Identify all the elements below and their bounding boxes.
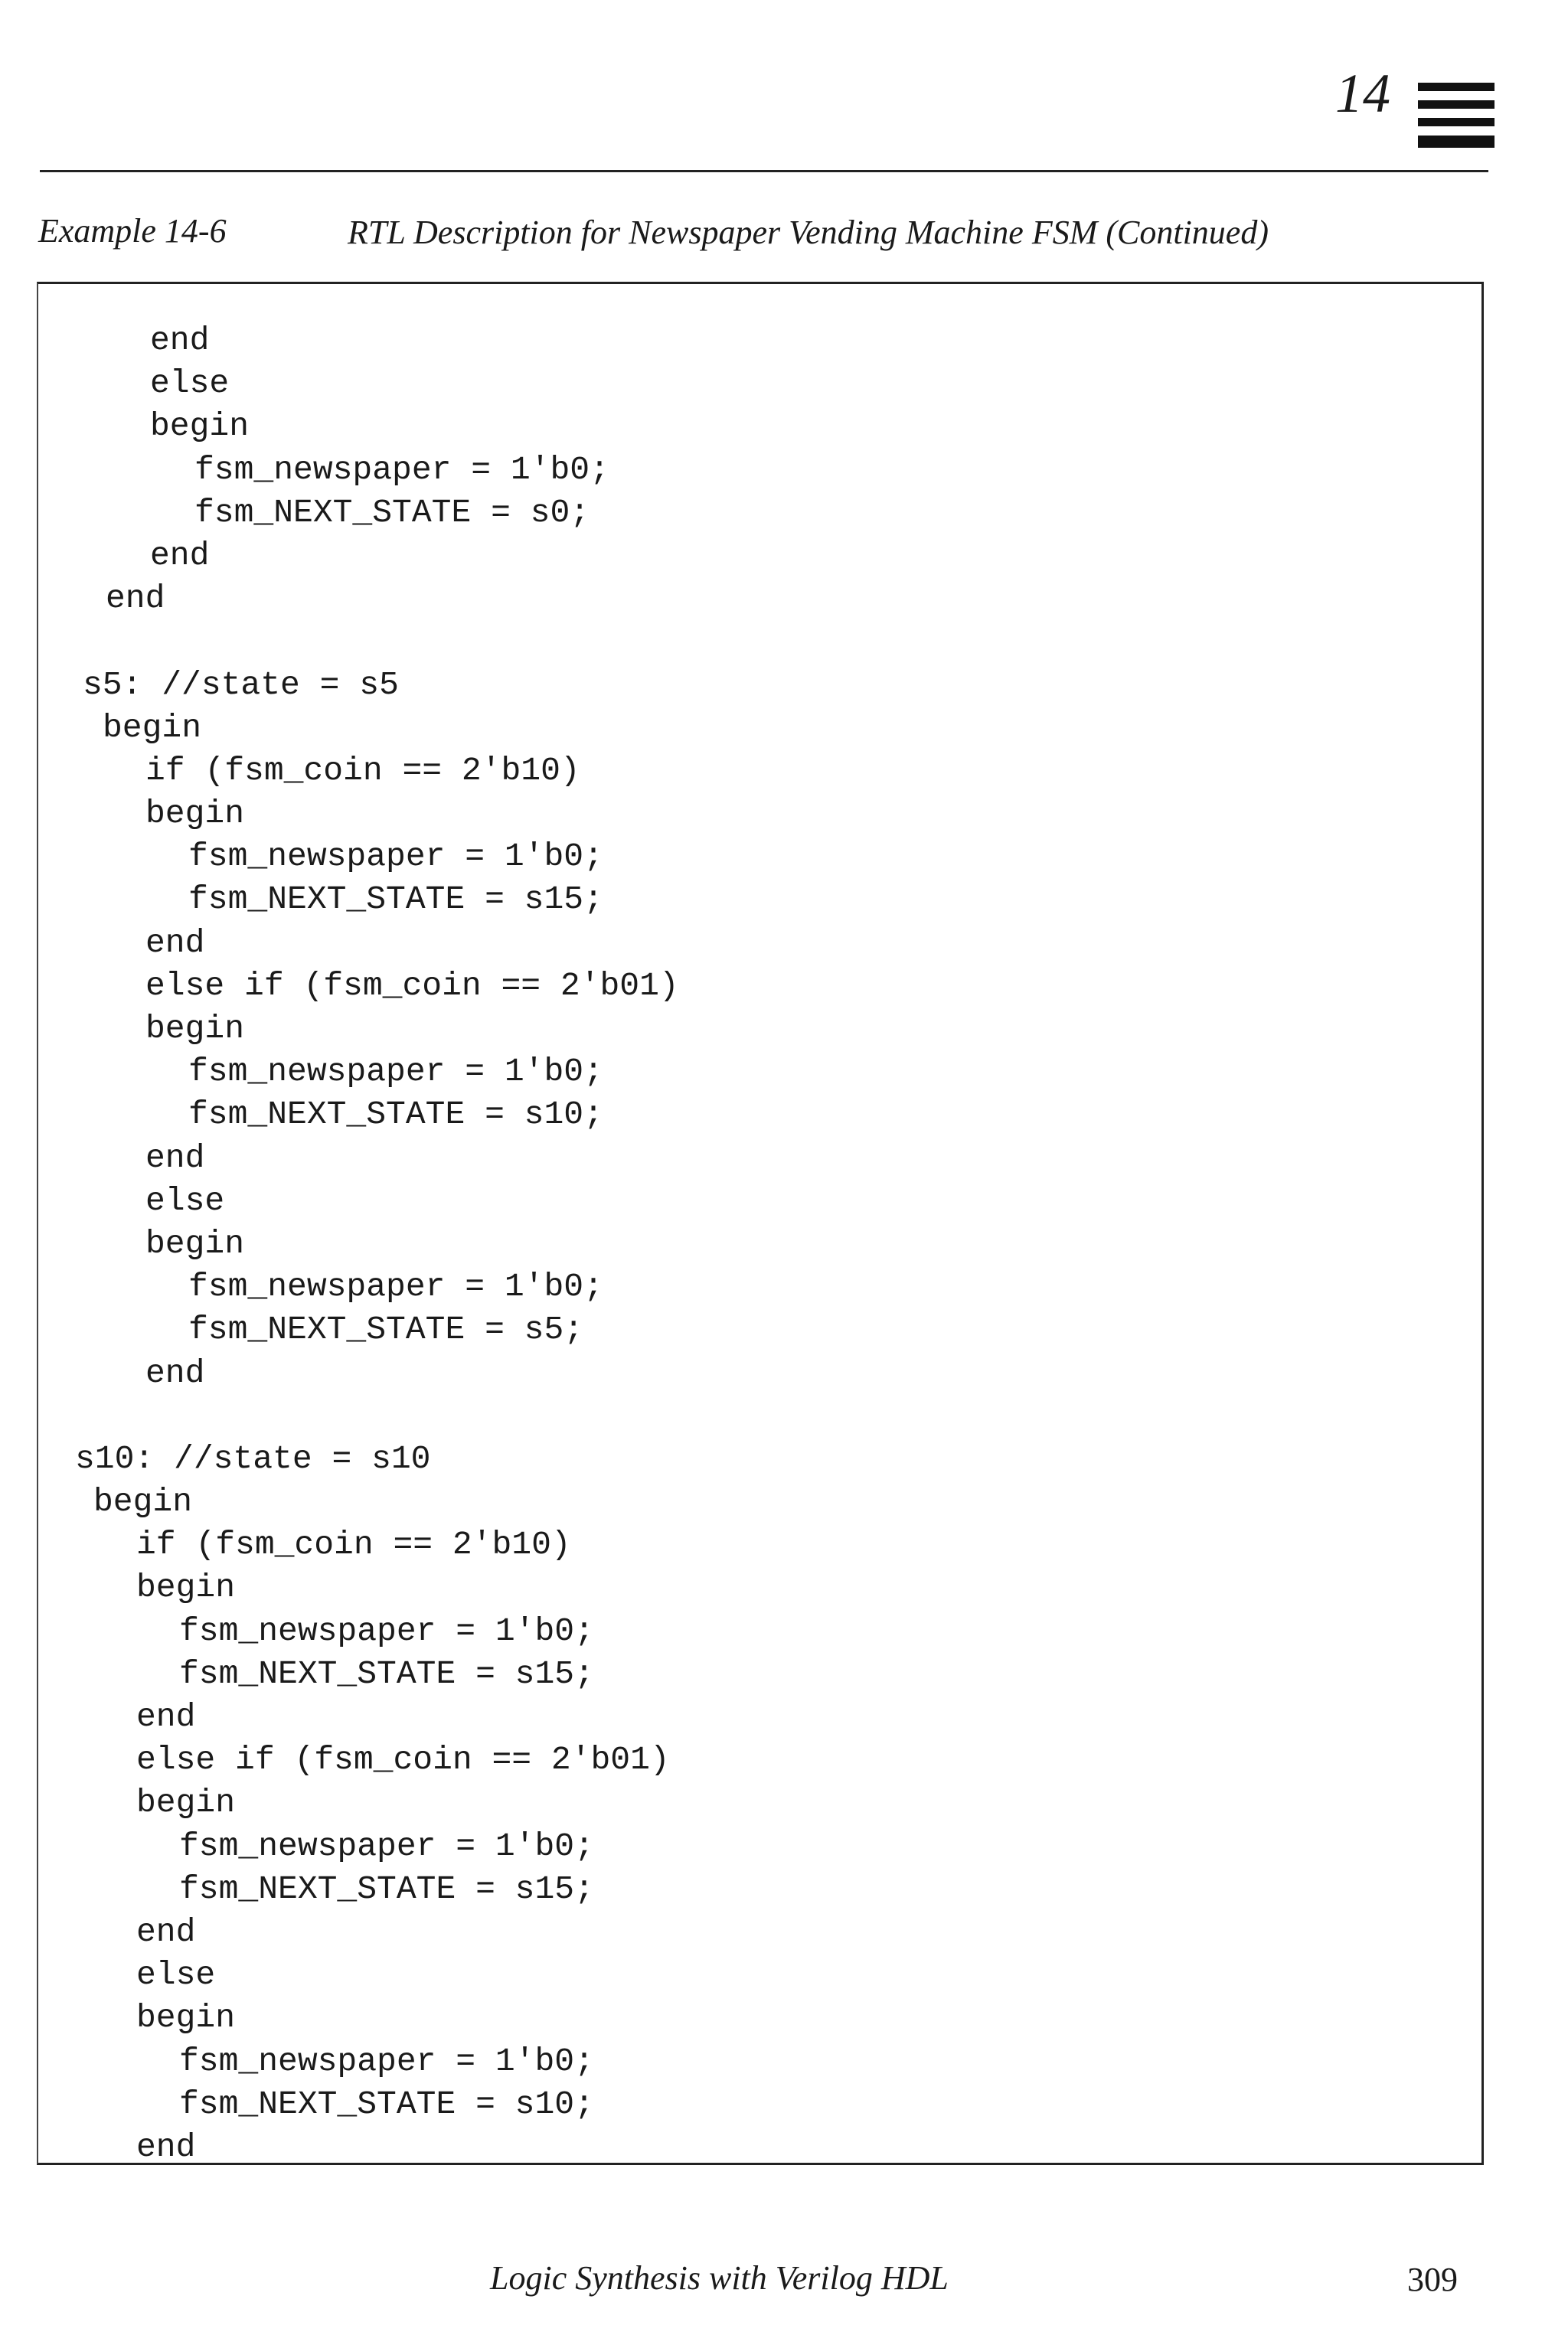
code-line-text: begin	[93, 1483, 193, 1521]
code-line-text: else	[145, 1181, 225, 1220]
code-line	[38, 922, 1481, 965]
example-label: Example 14-6	[38, 212, 227, 250]
code-line-text: fsm_NEXT_STATE = s5;	[188, 1311, 584, 1349]
chapter-tab-marker	[1418, 83, 1494, 148]
code-line	[38, 1610, 1481, 1653]
code-line	[38, 449, 1481, 491]
code-line-text: begin	[150, 407, 250, 446]
code-line	[38, 1265, 1481, 1308]
code-line-text: begin	[136, 1569, 236, 1607]
code-line	[38, 792, 1481, 835]
page-number: 309	[1407, 2261, 1458, 2298]
code-line	[38, 1137, 1481, 1180]
code-line-text: fsm_NEXT_STATE = s10;	[179, 2085, 594, 2123]
code-line-text: end	[150, 536, 210, 574]
code-line	[38, 405, 1481, 448]
code-line-text: if (fsm_coin == 2'b10)	[145, 751, 580, 789]
code-line-text: end	[145, 1138, 205, 1177]
code-line	[38, 319, 1481, 362]
code-line	[38, 878, 1481, 921]
code-line	[38, 491, 1481, 534]
code-line	[38, 1093, 1481, 1136]
code-line-text: end	[150, 322, 210, 359]
code-line-text: fsm_newspaper = 1'b0;	[188, 1268, 603, 1306]
footer-book-title: Logic Synthesis with Verilog HDL	[490, 2259, 949, 2297]
code-line	[38, 1653, 1481, 1696]
code-line	[38, 1696, 1481, 1739]
code-line-text: end	[106, 580, 165, 618]
chapter-bar	[1418, 100, 1494, 109]
code-line	[38, 534, 1481, 577]
code-line-text: fsm_NEXT_STATE = s15;	[188, 880, 603, 919]
code-line	[38, 577, 1481, 620]
code-line-text: begin	[136, 1784, 236, 1822]
code-line	[38, 620, 1481, 663]
code-line	[38, 1308, 1481, 1351]
code-line-text: else if (fsm_coin == 2'b01)	[136, 1741, 670, 1779]
code-line	[38, 1180, 1481, 1223]
code-line	[38, 1566, 1481, 1609]
code-line	[38, 1739, 1481, 1781]
code-line-text: fsm_newspaper = 1'b0;	[188, 838, 603, 876]
code-line	[38, 1781, 1481, 1824]
code-line-text: fsm_newspaper = 1'b0;	[188, 1053, 603, 1091]
code-line-text: fsm_newspaper = 1'b0;	[194, 450, 609, 488]
code-line	[38, 707, 1481, 749]
code-listing	[38, 319, 1481, 2169]
code-line-text: fsm_NEXT_STATE = s15;	[179, 1870, 594, 1908]
code-line-text: begin	[103, 708, 202, 746]
code-line	[38, 1523, 1481, 1566]
code-line-text: else if (fsm_coin == 2'b01)	[145, 966, 679, 1004]
code-line	[38, 1481, 1481, 1523]
code-line	[38, 1954, 1481, 1997]
code-line	[38, 1352, 1481, 1395]
code-line-text: s10: //state = s10	[75, 1439, 431, 1478]
code-line-text: if (fsm_coin == 2'b10)	[136, 1526, 571, 1564]
code-line	[38, 2083, 1481, 2126]
code-line-text: fsm_NEXT_STATE = s15;	[179, 1654, 594, 1693]
code-listing-box	[37, 282, 1484, 2165]
code-line-text: begin	[145, 1224, 245, 1262]
code-line-text: begin	[145, 795, 245, 833]
code-line-text: fsm_NEXT_STATE = s10;	[188, 1096, 603, 1134]
code-line-text: end	[136, 1698, 196, 1736]
code-line-text: else	[150, 364, 230, 403]
code-line	[38, 2040, 1481, 2083]
chapter-bar	[1418, 118, 1494, 126]
code-line	[38, 362, 1481, 405]
code-line-text: end	[136, 2128, 196, 2166]
code-line	[38, 1007, 1481, 1050]
code-line-text: end	[145, 1354, 205, 1392]
code-line-text: fsm_newspaper = 1'b0;	[179, 2042, 594, 2080]
code-line	[38, 1868, 1481, 1911]
code-line	[38, 664, 1481, 707]
code-line-text: begin	[145, 1010, 245, 1047]
example-title: RTL Description for Newspaper Vending Machine FSM (Continued)	[348, 214, 1269, 251]
code-line	[38, 1997, 1481, 2039]
code-line	[38, 965, 1481, 1007]
code-line	[38, 1825, 1481, 1868]
code-line-text: s5: //state = s5	[83, 665, 399, 704]
code-line-text: else	[136, 1956, 216, 1994]
code-line	[38, 835, 1481, 878]
code-line	[38, 1911, 1481, 1954]
code-line-text: end	[145, 923, 205, 962]
code-line	[38, 1438, 1481, 1481]
code-line	[38, 2126, 1481, 2169]
code-line-text: fsm_NEXT_STATE = s0;	[194, 493, 590, 531]
code-line	[38, 749, 1481, 792]
code-line	[38, 1395, 1481, 1438]
chapter-bar	[1418, 136, 1494, 148]
code-line	[38, 1050, 1481, 1093]
code-line-text: begin	[136, 1999, 236, 2037]
code-line-text: fsm_newspaper = 1'b0;	[179, 1827, 594, 1865]
code-line-text: end	[136, 1912, 196, 1951]
header-rule	[40, 170, 1488, 172]
chapter-bar	[1418, 83, 1494, 91]
code-line	[38, 1223, 1481, 1265]
code-line-text: fsm_newspaper = 1'b0;	[179, 1612, 594, 1650]
chapter-number: 14	[1335, 63, 1390, 124]
